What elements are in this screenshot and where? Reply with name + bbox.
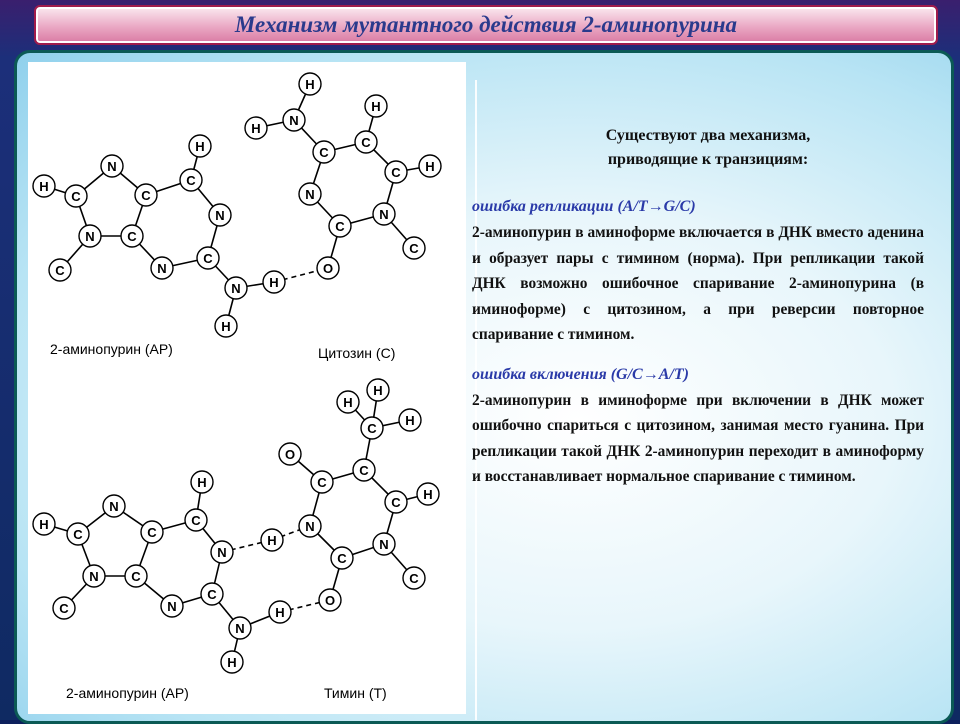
svg-text:H: H <box>405 413 415 428</box>
svg-text:N: N <box>157 261 167 276</box>
atom-c_o1 <box>317 257 339 279</box>
molecule-diagram <box>28 62 466 714</box>
svg-text:H: H <box>305 77 315 92</box>
svg-text:C: C <box>409 571 419 586</box>
atom-b_c1 <box>67 523 89 545</box>
atom-t_h3 <box>215 315 237 337</box>
svg-text:N: N <box>305 519 315 534</box>
svg-text:H: H <box>227 655 237 670</box>
svg-text:C: C <box>409 241 419 256</box>
svg-text:N: N <box>289 113 299 128</box>
atom-c_h4 <box>419 155 441 177</box>
atom-m_c4 <box>385 491 407 513</box>
svg-text:C: C <box>207 587 217 602</box>
atom-c_c3 <box>385 161 407 183</box>
atom-t_c5 <box>197 247 219 269</box>
atom-m_o1 <box>279 443 301 465</box>
atom-b_n5 <box>229 617 251 639</box>
atom-b_c6 <box>53 597 75 619</box>
atom-c_h1 <box>299 73 321 95</box>
svg-text:C: C <box>319 145 329 160</box>
atom-t_c2 <box>135 184 157 206</box>
atom-t_n1 <box>101 155 123 177</box>
svg-text:C: C <box>141 188 151 203</box>
svg-text:C: C <box>367 421 377 436</box>
svg-text:N: N <box>231 281 241 296</box>
atom-b_n1 <box>103 495 125 517</box>
svg-text:C: C <box>391 165 401 180</box>
atom-c_n1 <box>283 109 305 131</box>
svg-text:N: N <box>379 207 389 222</box>
atom-t_h1 <box>33 175 55 197</box>
atom-t_c3 <box>180 169 202 191</box>
intro-text: Существуют два механизма, приводящие к транзициям: <box>605 127 811 168</box>
svg-text:O: O <box>284 447 296 462</box>
atom-t_c6 <box>49 259 71 281</box>
svg-text:N: N <box>89 569 99 584</box>
section2-heading: ошибка включения (G/C→A/T) <box>472 365 689 383</box>
svg-text:N: N <box>235 621 245 636</box>
svg-text:H: H <box>275 605 285 620</box>
atom-c_c1 <box>313 141 335 163</box>
atom-b_n4 <box>161 595 183 617</box>
atom-c_c2 <box>355 131 377 153</box>
atom-t_n3 <box>79 225 101 247</box>
atom-c_h3 <box>365 95 387 117</box>
atom-t_h2 <box>189 135 211 157</box>
svg-text:H: H <box>373 383 383 398</box>
atom-m_c1 <box>361 417 383 439</box>
atom-t_h4 <box>263 271 285 293</box>
label-bottom-right: Тимин (Т) <box>324 685 387 701</box>
atom-b_c5 <box>201 583 223 605</box>
svg-text:C: C <box>317 475 327 490</box>
svg-text:H: H <box>251 121 261 136</box>
svg-text:C: C <box>335 219 345 234</box>
atom-m_n2 <box>373 533 395 555</box>
atom-t_c1 <box>65 185 87 207</box>
label-top-left: 2-аминопурин (АР) <box>50 341 173 357</box>
atom-m_c6 <box>403 567 425 589</box>
atom-c_c5 <box>403 237 425 259</box>
atom-b_h3 <box>221 651 243 673</box>
svg-text:H: H <box>39 517 49 532</box>
svg-text:O: O <box>324 593 336 608</box>
label-bottom-left: 2-аминопурин (АР) <box>66 685 189 701</box>
svg-text:C: C <box>191 513 201 528</box>
atom-b_n2 <box>211 541 233 563</box>
svg-text:H: H <box>423 487 433 502</box>
svg-text:N: N <box>107 159 117 174</box>
atom-b_n3 <box>83 565 105 587</box>
svg-text:N: N <box>379 537 389 552</box>
svg-text:C: C <box>186 173 196 188</box>
svg-text:C: C <box>361 135 371 150</box>
title-bar <box>34 5 938 45</box>
svg-text:H: H <box>425 159 435 174</box>
atom-c_h2 <box>245 117 267 139</box>
atom-m_c5 <box>331 547 353 569</box>
atom-t_n4 <box>151 257 173 279</box>
atom-c_c4 <box>329 215 351 237</box>
svg-text:C: C <box>73 527 83 542</box>
svg-text:H: H <box>371 99 381 114</box>
svg-text:N: N <box>215 208 225 223</box>
svg-text:C: C <box>337 551 347 566</box>
svg-text:C: C <box>127 229 137 244</box>
svg-text:C: C <box>71 189 81 204</box>
svg-text:N: N <box>85 229 95 244</box>
svg-text:N: N <box>167 599 177 614</box>
svg-text:O: O <box>322 261 334 276</box>
atom-b_h4 <box>261 529 283 551</box>
svg-text:H: H <box>343 395 353 410</box>
svg-text:H: H <box>221 319 231 334</box>
atom-m_n1 <box>299 515 321 537</box>
section1-heading: ошибка репликации (A/T→G/C) <box>472 198 696 215</box>
atom-c_n2 <box>299 183 321 205</box>
svg-text:N: N <box>217 545 227 560</box>
atom-b_h5 <box>269 601 291 623</box>
atom-b_h2 <box>191 471 213 493</box>
svg-text:C: C <box>391 495 401 510</box>
text-column <box>472 124 924 490</box>
atom-c_n3 <box>373 203 395 225</box>
svg-text:H: H <box>197 475 207 490</box>
atom-t_n5 <box>225 277 247 299</box>
section2-text: 2-аминопурин в иминоформе при включении в ДНК может ошибочно спариться с цитозином, занимая место гуанина. При репликации такой ДНК 2-аминопурин переходит в аминоформу и восстанавливает нормальное спаривание с тимином. <box>472 391 924 485</box>
svg-text:C: C <box>359 463 369 478</box>
atom-b_c4 <box>125 565 147 587</box>
section1-text: 2-аминопурин в аминоформе включается в ДНК вместо аденина и образует пары с тимином (норма). При репликации такой ДНК возможно ошибочное спаривание 2-аминопурина (в иминоформе) с цитозином, а при реверсии повторное спаривание с тимином. <box>472 224 924 343</box>
svg-text:H: H <box>267 533 277 548</box>
svg-text:H: H <box>39 179 49 194</box>
svg-text:H: H <box>269 275 279 290</box>
atom-m_o2 <box>319 589 341 611</box>
atom-m_h3 <box>399 409 421 431</box>
atom-m_h4 <box>417 483 439 505</box>
svg-text:C: C <box>147 525 157 540</box>
svg-text:C: C <box>55 263 65 278</box>
atom-t_n2 <box>209 204 231 226</box>
atom-m_h2 <box>367 379 389 401</box>
atom-b_h1 <box>33 513 55 535</box>
svg-text:C: C <box>131 569 141 584</box>
molecule-svg <box>28 62 466 714</box>
svg-text:C: C <box>203 251 213 266</box>
atom-m_c2 <box>311 471 333 493</box>
page-title: Механизм мутантного действия 2-аминопурина <box>234 12 738 37</box>
atom-t_c4 <box>121 225 143 247</box>
atom-m_c3 <box>353 459 375 481</box>
atom-b_c2 <box>141 521 163 543</box>
label-top-right: Цитозин (С) <box>318 345 396 361</box>
atom-m_h1 <box>337 391 359 413</box>
svg-text:C: C <box>59 601 69 616</box>
atom-b_c3 <box>185 509 207 531</box>
svg-text:N: N <box>305 187 315 202</box>
svg-text:N: N <box>109 499 119 514</box>
svg-text:H: H <box>195 139 205 154</box>
